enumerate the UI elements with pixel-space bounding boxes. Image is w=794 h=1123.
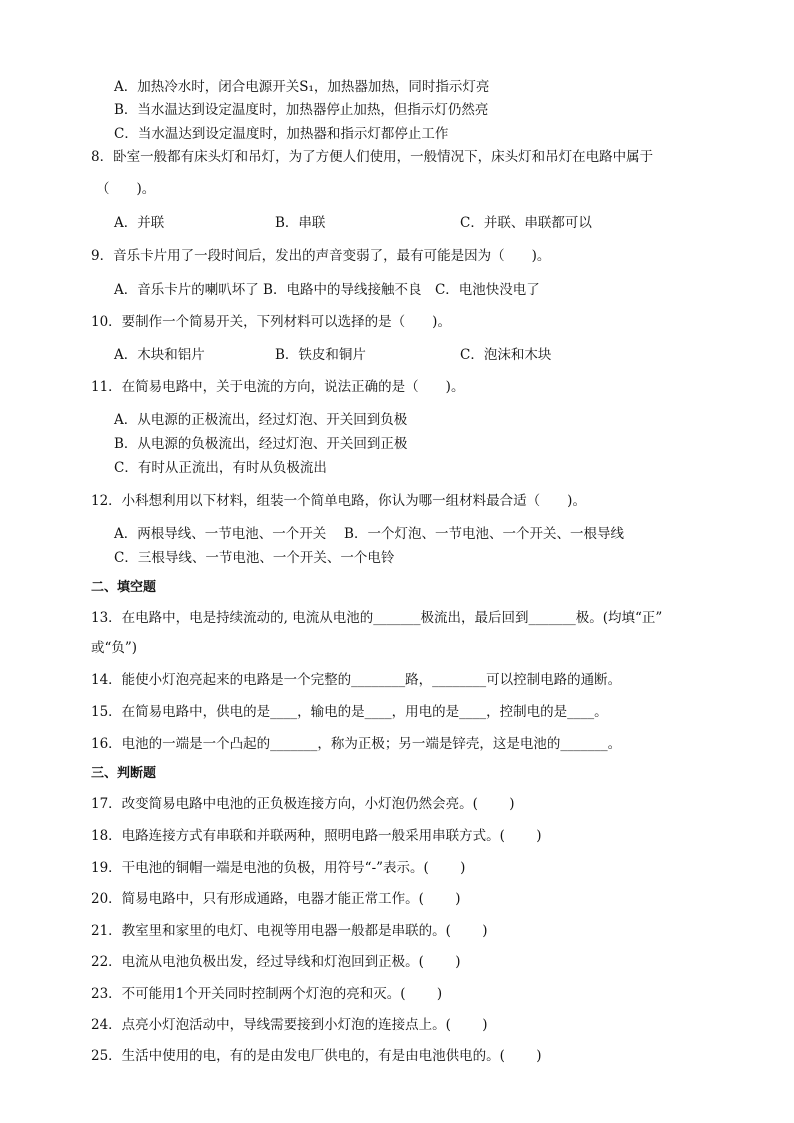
- q9-stem: 9．音乐卡片用了一段时间后，发出的声音变弱了，最有可能是因为（ )。: [91, 248, 551, 264]
- q11-stem: 11．在简易电路中，关于电流的方向，说法正确的是（ )。: [91, 379, 465, 395]
- q8-option-b: B．串联: [275, 215, 326, 231]
- question-20: 20．简易电路中，只有形成通路，电器才能正常工作。( ): [91, 891, 461, 907]
- question-23: 23．不可能用1个开关同时控制两个灯泡的亮和灭。( ): [91, 986, 443, 1002]
- question-18: 18．电路连接方式有串联和并联两种，照明电路一般采用串联方式。( ): [91, 828, 542, 844]
- q9-options: A．音乐卡片的喇叭坏了 B．电路中的导线接触不良 C．电池快没电了: [114, 282, 540, 298]
- q13-line-2: 或“负”): [91, 640, 138, 656]
- q12-option-c: C．三根导线、一节电池、一个开关、一个电铃: [114, 550, 395, 566]
- q11-option-c: C．有时从正流出，有时从负极流出: [114, 460, 327, 476]
- question-21: 21．教室里和家里的电灯、电视等用电器一般都是串联的。( ): [91, 923, 488, 939]
- question-19: 19．干电池的铜帽一端是电池的负极，用符号“-”表示。( ): [91, 860, 466, 876]
- q8-stem: 8．卧室一般都有床头灯和吊灯，为了方便人们使用，一般情况下，床头灯和吊灯在电路中属于: [91, 149, 654, 165]
- q8-option-c: C．并联、串联都可以: [460, 215, 592, 231]
- question-16: 16．电池的一端是一个凸起的_______，称为正极；另一端是锌壳，这是电池的_______。: [91, 736, 622, 752]
- q11-option-b: B．从电源的负极流出，经过灯泡、开关回到正极: [114, 436, 408, 452]
- question-25: 25．生活中使用的电，有的是由发电厂供电的，有是由电池供电的。( ): [91, 1048, 542, 1064]
- q8-options: [114, 214, 714, 232]
- question-17: 17．改变简易电路中电池的正负极连接方向，小灯泡仍然会亮。( ): [91, 796, 515, 812]
- q12-options-ab: A．两根导线、一节电池、一个开关 B．一个灯泡、一节电池、一个开关、一根导线: [114, 526, 624, 542]
- q12-stem: 12．小科想利用以下材料，组装一个简单电路，你认为哪一组材料最合适（ )。: [91, 493, 586, 509]
- section-heading-fill-in: 二、填空题: [91, 580, 157, 595]
- question-24: 24．点亮小灯泡活动中，导线需要接到小灯泡的连接点上。( ): [91, 1017, 488, 1033]
- question-14: 14．能使小灯泡亮起来的电路是一个完整的________路，________可以控制电路的通断。: [91, 672, 622, 688]
- q13-line-1: 13．在电路中，电是持续流动的, 电流从电池的_______极流出，最后回到_______极。(均填“正”: [91, 610, 663, 626]
- q10-stem: 10．要制作一个简易开关，下列材料可以选择的是（ )。: [91, 314, 451, 330]
- q7-option-c: C．当水温达到设定温度时，加热器和指示灯都停止工作: [114, 126, 449, 142]
- question-22: 22．电流从电池负极出发，经过导线和灯泡回到正极。( ): [91, 954, 461, 970]
- q8-blank: （ )。: [96, 181, 156, 197]
- q7-option-a: A．加热冷水时，闭合电源开关S₁，加热器加热，同时指示灯亮: [114, 79, 490, 95]
- q10-option-c: C．泡沫和木块: [460, 347, 552, 363]
- q8-option-a: A．并联: [114, 215, 165, 231]
- q11-option-a: A．从电源的正极流出，经过灯泡、开关回到负极: [114, 412, 408, 428]
- q10-option-b: B．铁皮和铜片: [275, 347, 366, 363]
- q10-option-a: A．木块和铝片: [114, 347, 205, 363]
- q7-option-b: B．当水温达到设定温度时，加热器停止加热，但指示灯仍然亮: [114, 102, 489, 118]
- section-heading-true-false: 三、判断题: [91, 766, 157, 781]
- question-15: 15．在简易电路中，供电的是____，输电的是____，用电的是____，控制电的是____。: [91, 704, 608, 720]
- q10-options: [114, 346, 714, 364]
